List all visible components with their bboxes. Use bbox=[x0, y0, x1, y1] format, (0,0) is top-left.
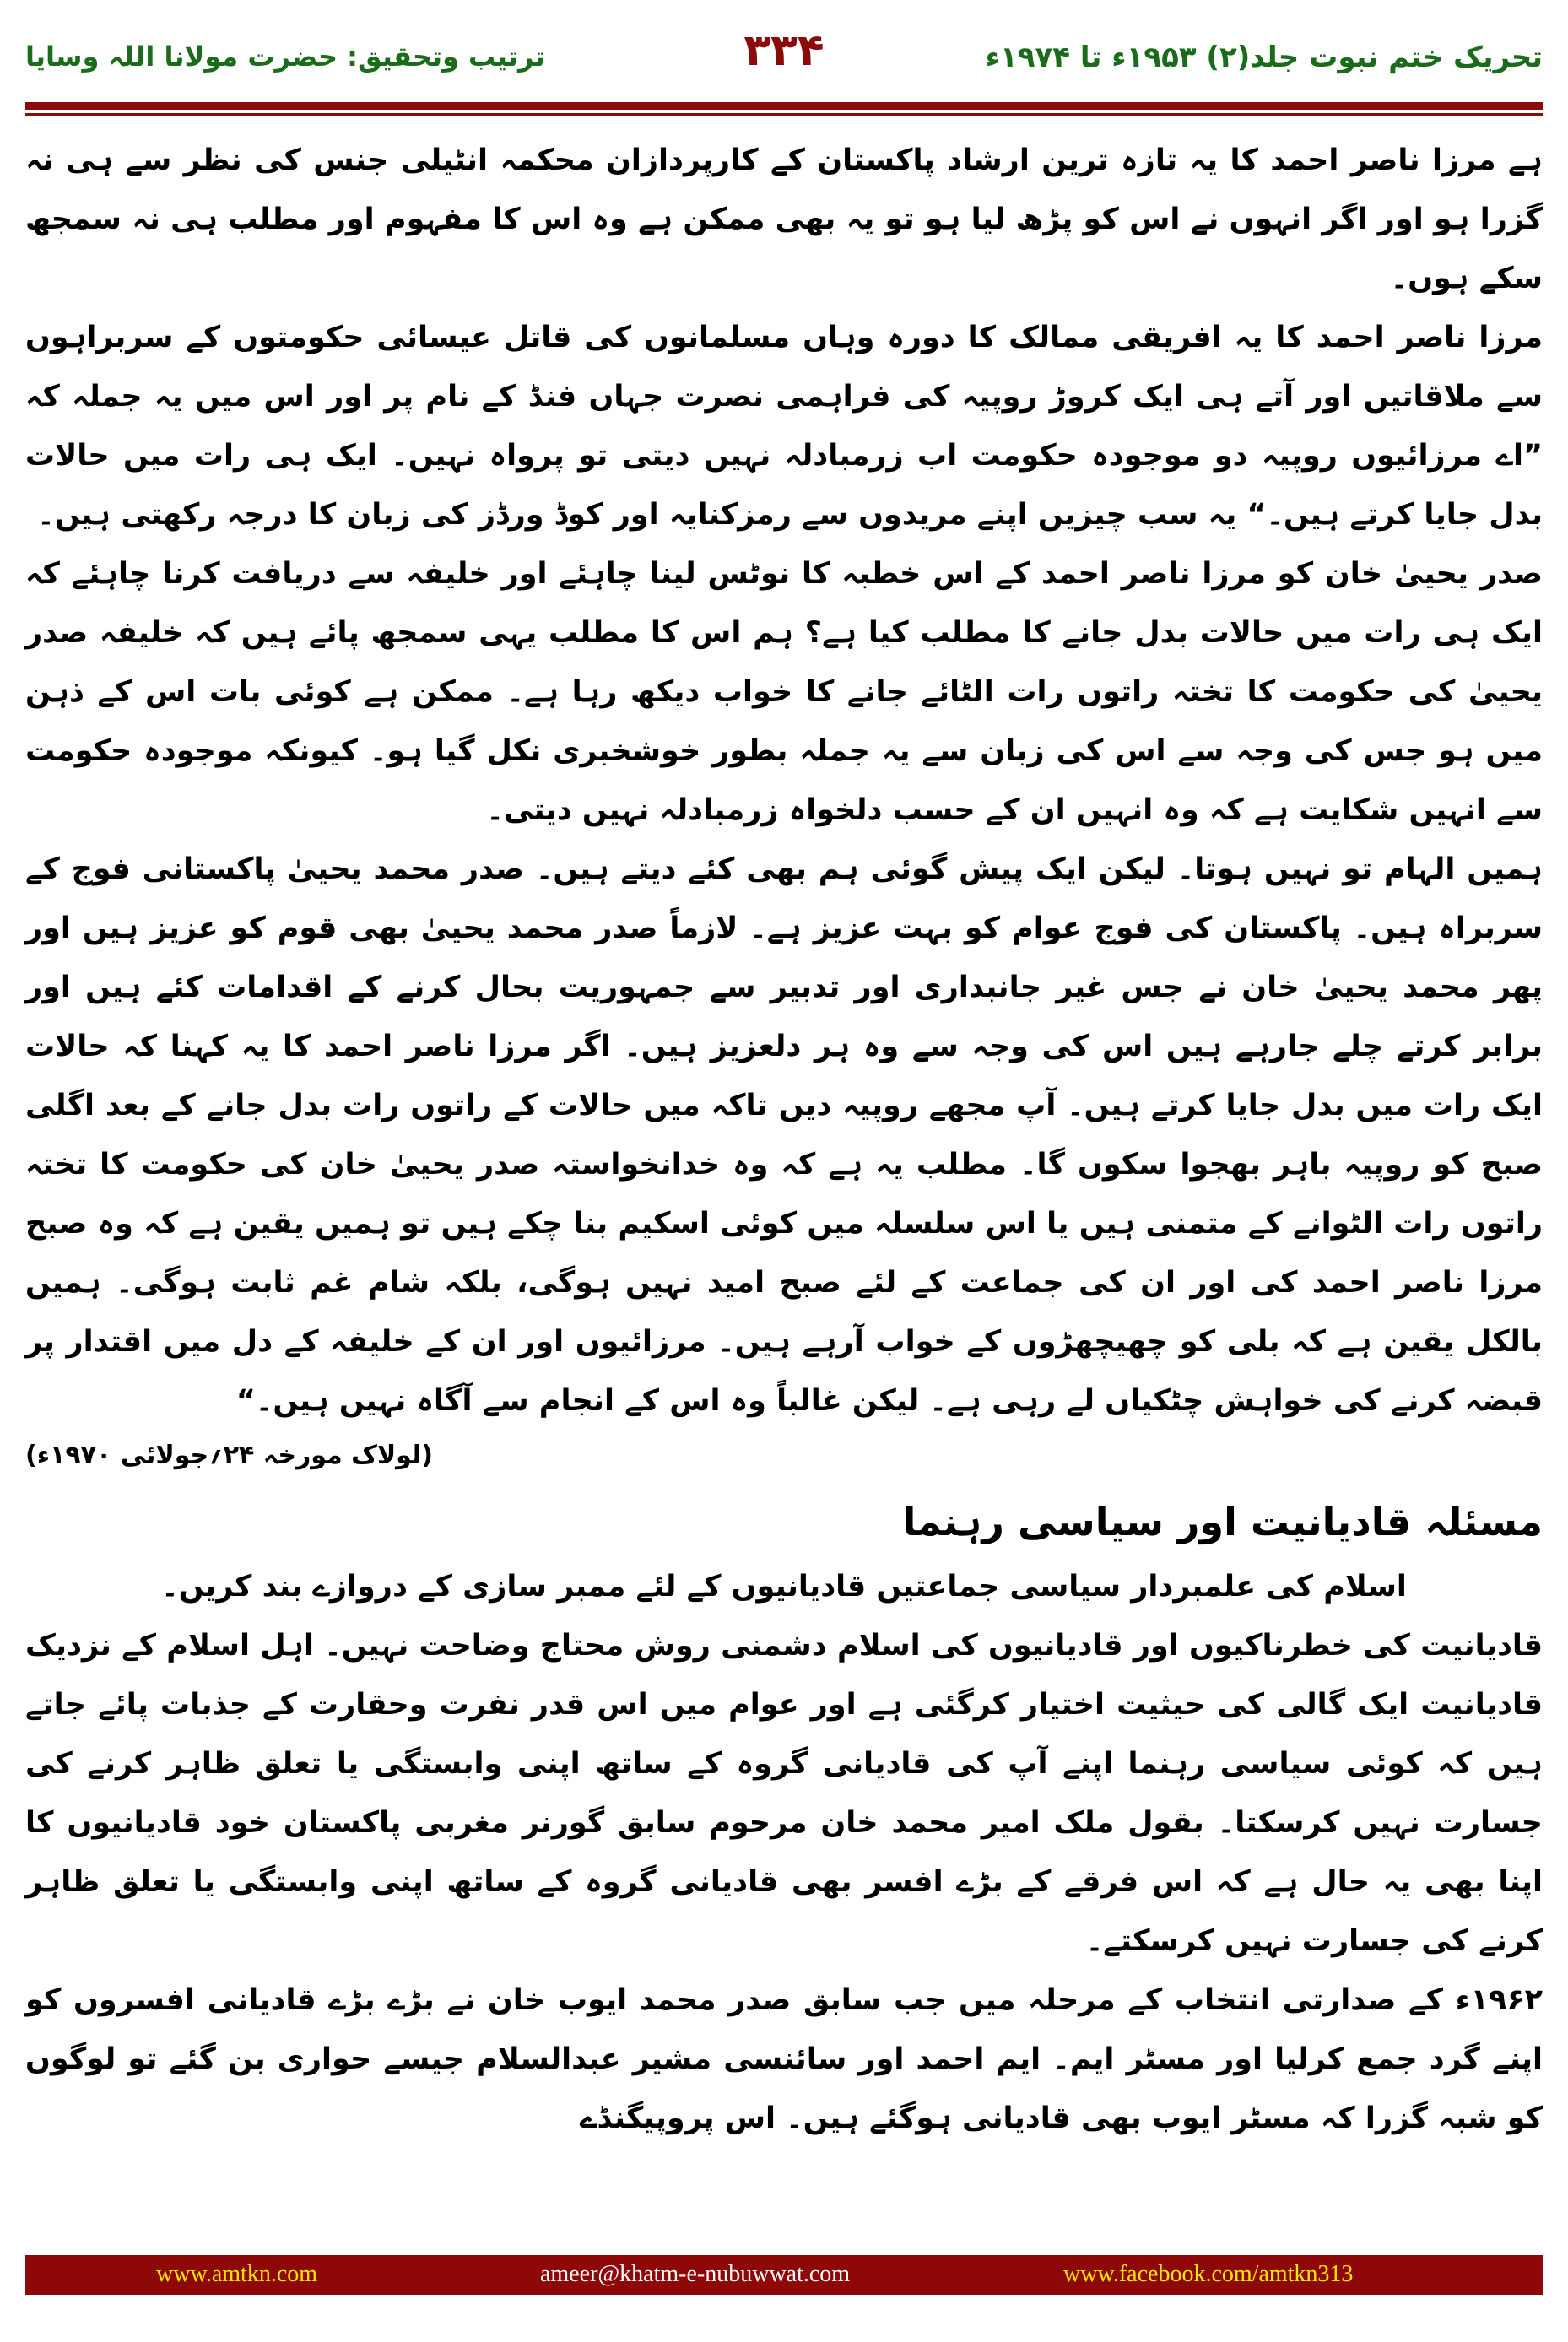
paragraph: ہمیں الہام تو نہیں ہوتا۔ لیکن ایک پیش گوئی ہم بھی کئے دیتے ہیں۔ صدر محمد یحییٰ پاکستانی فوج کے سربراہ ہیں۔ پاکستان کی فوج عوام کو بہت عزیز ہے۔ لازماً صدر محمد یحییٰ بھی قوم کو عزیز ہیں اور پھر محمد یحییٰ خان نے جس غیر جانبداری اور تدبیر سے جمہوریت بحال کرنے کے اقدامات کئے ہیں اور برابر کرتے چلے جارہے ہیں اس کی وجہ سے وہ ہر دلعزیز ہیں۔ اگر مرزا ناصر احمد کا یہ کہنا کہ حالات ایک رات میں بدل جایا کرتے ہیں۔ آپ مجھے روپیہ دیں تاکہ میں حالات کے راتوں رات بدل جانے کے بعد اگلی صبح کو روپیہ باہر بھجوا سکوں گا۔ مطلب یہ ہے کہ وہ خدانخواستہ صدر یحییٰ خان کی حکومت کا تختہ راتوں رات الٹوانے کے متمنی ہیں یا اس سلسلہ میں کوئی اسکیم بنا چکے ہیں تو ہمیں یقین ہے کہ وہ صبح مرزا ناصر احمد کی اور ان کی جماعت کے لئے صبح امید نہیں ہوگی، بلکہ شام غم ثابت ہوگی۔ ہمیں بالکل یقین ہے کہ بلی کو چھیچھڑوں کے خواب آرہے ہیں۔ مرزائیوں اور ان کے خلیفہ کے دل میں اقتدار پر قبضہ کرنے کی خواہش چٹکیاں لے رہی ہے۔ لیکن غالباً وہ اس کے انجام سے آگاہ نہیں ہیں۔“ bbox=[25, 852, 1543, 1418]
subheading: اسلام کی علمبردار سیاسی جماعتیں قادیانیوں کے لئے ممبر سازی کے دروازے بند کریں۔ bbox=[161, 1570, 1407, 1604]
paragraph: قادیانیت کی خطرناکیوں اور قادیانیوں کی اسلام دشمنی روش محتاج وضاحت نہیں۔ اہل اسلام کے نزدیک قادیانیت ایک گالی کی حیثیت اختیار کرگئی ہے اور عوام میں اس قدر نفرت وحقارت کے جذبات پائے جاتے ہیں کہ کوئی سیاسی رہنما اپنے آپ کی قادیانی گروہ کے ساتھ اپنی وابستگی یا تعلق ظاہر کرنے کی جسارت نہیں کرسکتا۔ بقول ملک امیر محمد خان مرحوم سابق گورنر مغربی پاکستان خود قادیانیوں کا اپنا بھی یہ حال ہے کہ اس فرقے کے بڑے افسر بھی قادیانی گروہ کے ساتھ اپنی وابستگی یا تعلق ظاہر کرنے کی جسارت نہیں کرسکتے۔ bbox=[25, 1629, 1543, 1958]
page-header bbox=[25, 25, 1543, 93]
compiler-credit: ترتیب وتحقیق: حضرت مولانا اللہ وسایا bbox=[25, 41, 545, 73]
paragraph: ہے مرزا ناصر احمد کا یہ تازہ ترین ارشاد پاکستان کے کارپردازان محکمہ انٹیلی جنس کی نظر سے ہی نہ گزرا ہو اور اگر انہوں نے اس کو پڑھ لیا ہو تو یہ بھی ممکن ہے وہ اس کا مفہوم اور مطلب ہی نہ سمجھ سکے ہوں۔ bbox=[25, 143, 1543, 295]
paragraph: مرزا ناصر احمد کا یہ افریقی ممالک کا دورہ وہاں مسلمانوں کی قاتل عیسائی حکومتوں کے سربراہوں سے ملاقاتیں اور آتے ہی ایک کروڑ روپیہ کی فراہمی نصرت جہاں فنڈ کے نام پر اور اس میں یہ جملہ کہ ”اے مرزائیوں روپیہ دو موجودہ حکومت اب زرمبادلہ نہیں دیتی تو پرواہ نہیں۔ ایک ہی رات میں حالات بدل جایا کرتے ہیں۔“ یہ سب چیزیں اپنے مریدوں سے رمزکنایہ اور کوڈ ورڈز کی زبان کا درجہ رکھتی ہیں۔ bbox=[25, 321, 1543, 532]
page-footer bbox=[25, 2255, 1543, 2295]
email-link[interactable]: ameer@khatm-e-nubuwwat.com bbox=[540, 2261, 851, 2287]
header-rule-thick bbox=[25, 102, 1543, 110]
header-rule-thin bbox=[25, 113, 1543, 116]
website-link[interactable]: www.amtkn.com bbox=[156, 2261, 318, 2287]
facebook-link[interactable]: www.facebook.com/amtkn313 bbox=[1063, 2261, 1354, 2287]
page-number: ۳۳۴ bbox=[743, 25, 825, 76]
section-heading: مسئلہ قادیانیت اور سیاسی رہنما bbox=[902, 1499, 1543, 1544]
paragraph: ۱۹۶۲ء کے صدارتی انتخاب کے مرحلہ میں جب سابق صدر محمد ایوب خان نے بڑے بڑے قادیانی افسروں کو اپنے گرد جمع کرلیا اور مسٹر ایم۔ ایم احمد اور سائنسی مشیر عبدالسلام جیسے حواری بن گئے تو لوگوں کو شبہ گزرا کہ مسٹر ایوب بھی قادیانی ہوگئے ہیں۔ اس پروپیگنڈے bbox=[25, 1983, 1543, 2135]
paragraph: صدر یحییٰ خان کو مرزا ناصر احمد کے اس خطبہ کا نوٹس لینا چاہئے اور خلیفہ سے دریافت کرنا چاہئے کہ ایک ہی رات میں حالات بدل جانے کا مطلب کیا ہے؟ ہم اس کا مطلب یہی سمجھ پائے ہیں کہ خلیفہ صدر یحییٰ کی حکومت کا تختہ راتوں رات الٹائے جانے کا خواب دیکھ رہا ہے۔ ممکن ہے کوئی بات اس کے ذہن میں ہو جس کی وجہ سے اس کی زبان سے یہ جملہ بطور خوشخبری نکل گیا ہو۔ کیونکہ موجودہ حکومت سے انہیں شکایت ہے کہ وہ انہیں ان کے حسب دلخواہ زرمبادلہ نہیں دیتی۔ bbox=[25, 557, 1543, 827]
book-title: تحریک ختم نبوت جلد(۲) ۱۹۵۳ء تا ۱۹۷۴ء bbox=[985, 41, 1543, 74]
citation: (لولاک مورخہ ۲۴؍جولائی ۱۹۷۰ء) bbox=[25, 1441, 433, 1470]
page-body bbox=[25, 131, 1543, 2148]
